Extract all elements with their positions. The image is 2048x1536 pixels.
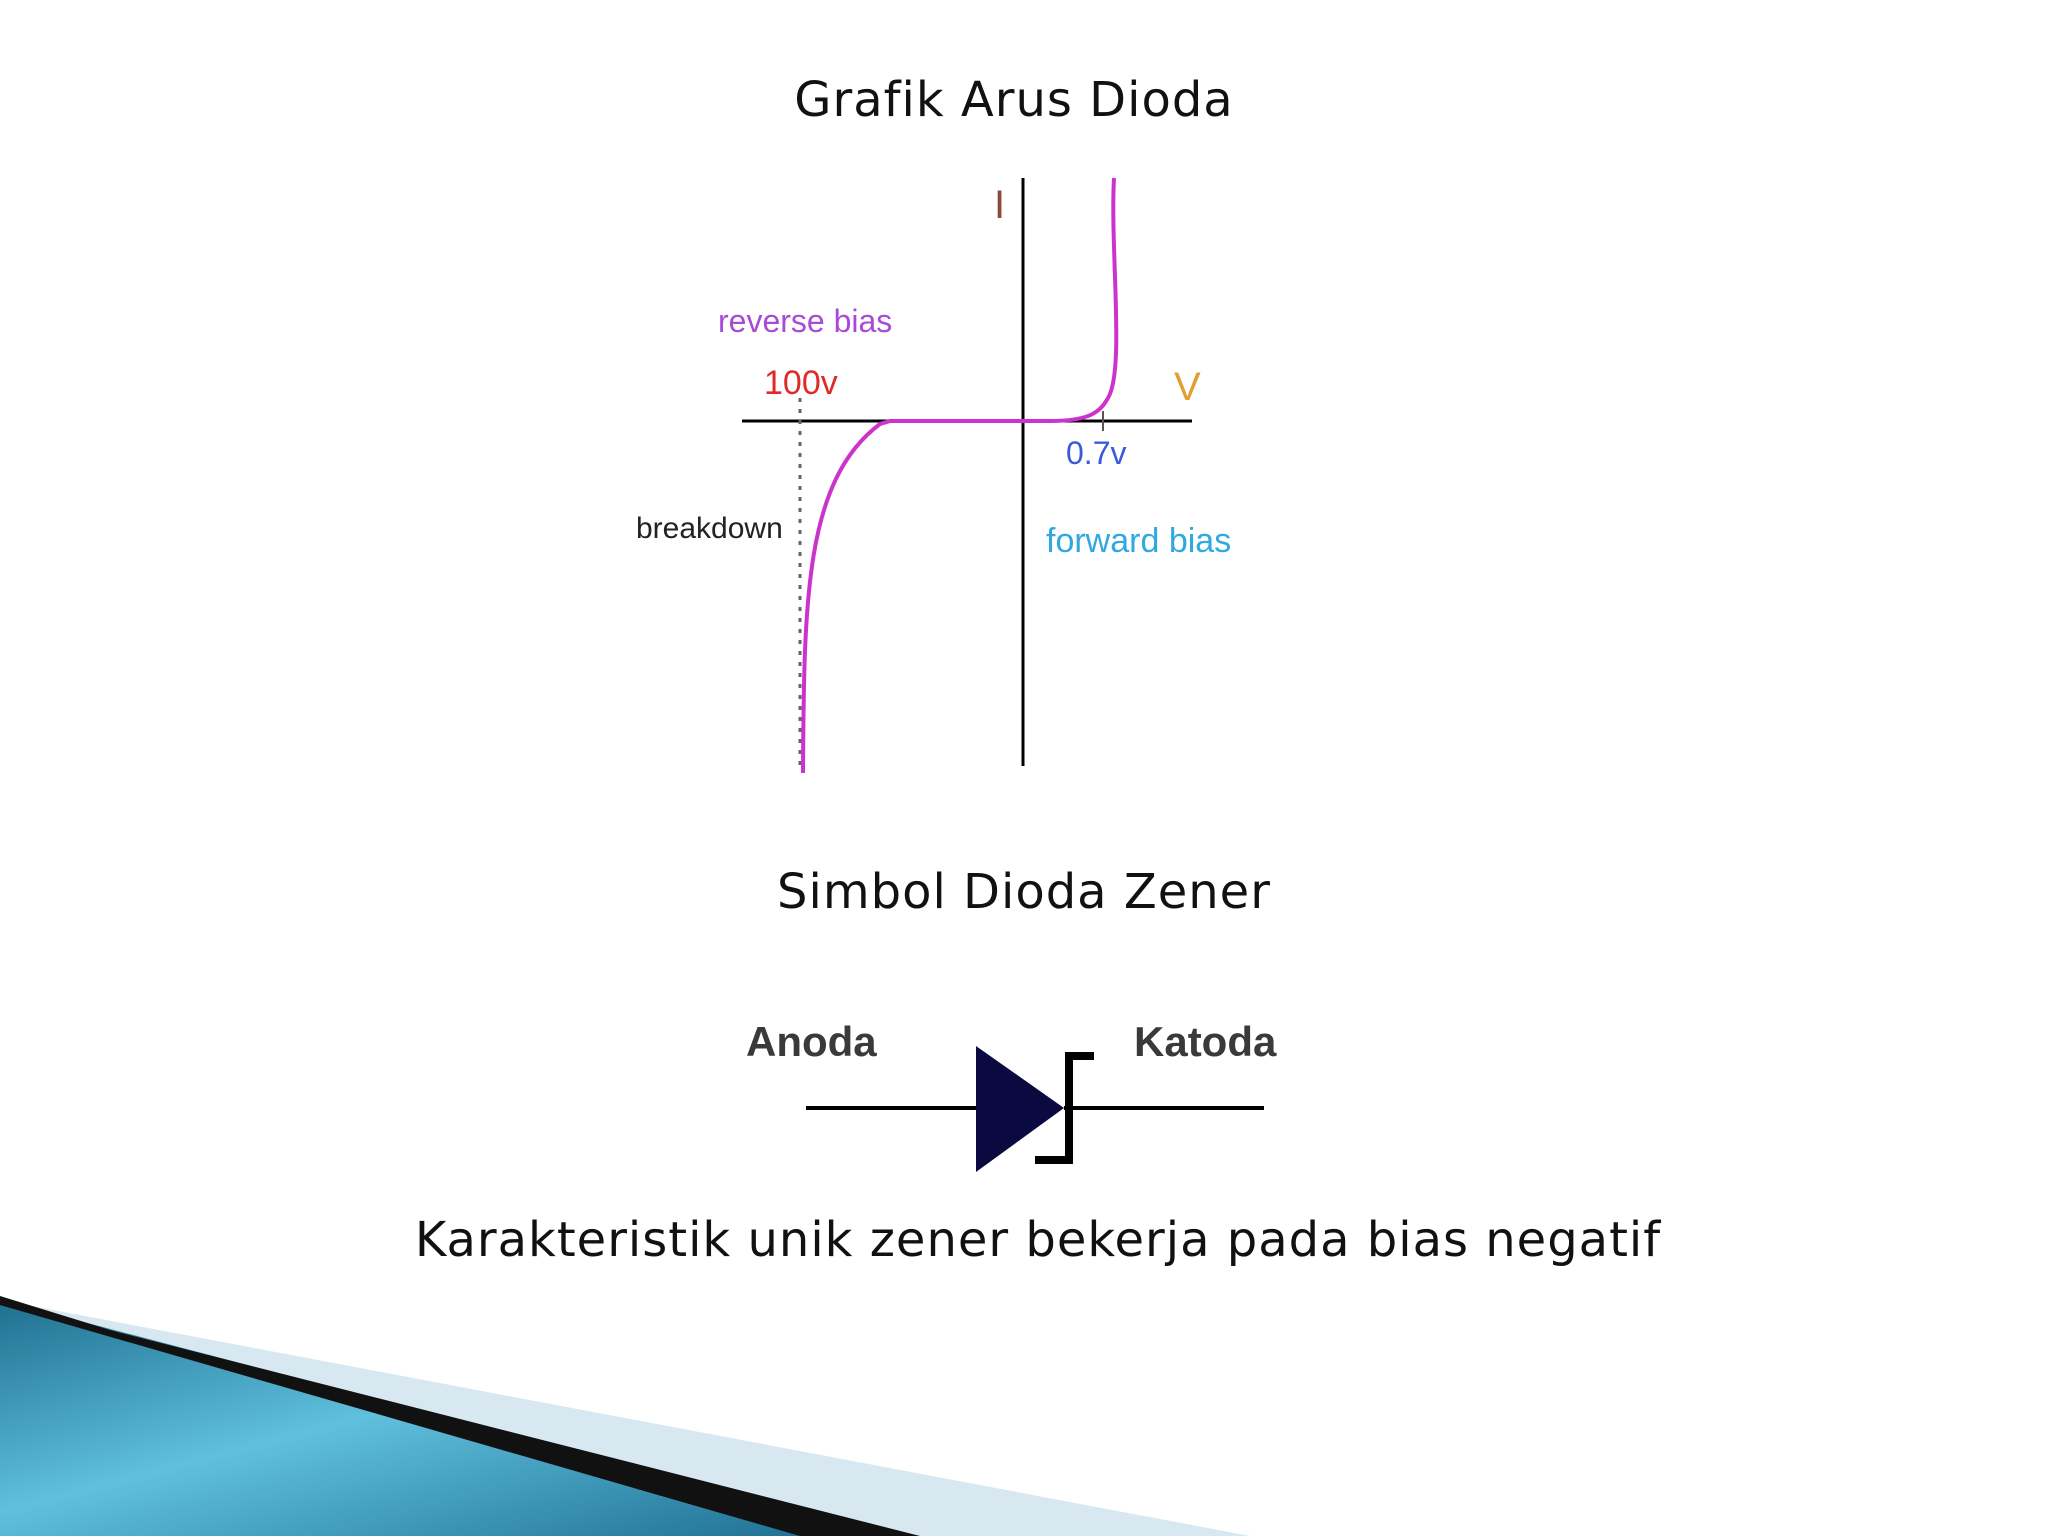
reverse-bias-label: reverse bias bbox=[718, 303, 893, 339]
diode-triangle-icon bbox=[976, 1046, 1064, 1172]
current-axis-label: I bbox=[994, 183, 1006, 227]
anode-label: Anoda bbox=[746, 1018, 877, 1065]
graph-title: Grafik Arus Dioda bbox=[794, 72, 1234, 128]
cathode-label: Katoda bbox=[1134, 1018, 1277, 1065]
voltage-axis-label: V bbox=[1174, 365, 1201, 409]
breakdown-label: breakdown bbox=[636, 512, 783, 545]
symbol-title: Simbol Dioda Zener bbox=[777, 864, 1271, 920]
breakdown-voltage-label: 100v bbox=[764, 364, 838, 402]
forward-voltage-label: 0.7v bbox=[1066, 435, 1127, 471]
caption: Karakteristik unik zener bekerja pada bias negatif bbox=[414, 1212, 1662, 1268]
forward-bias-label: forward bias bbox=[1046, 522, 1232, 560]
